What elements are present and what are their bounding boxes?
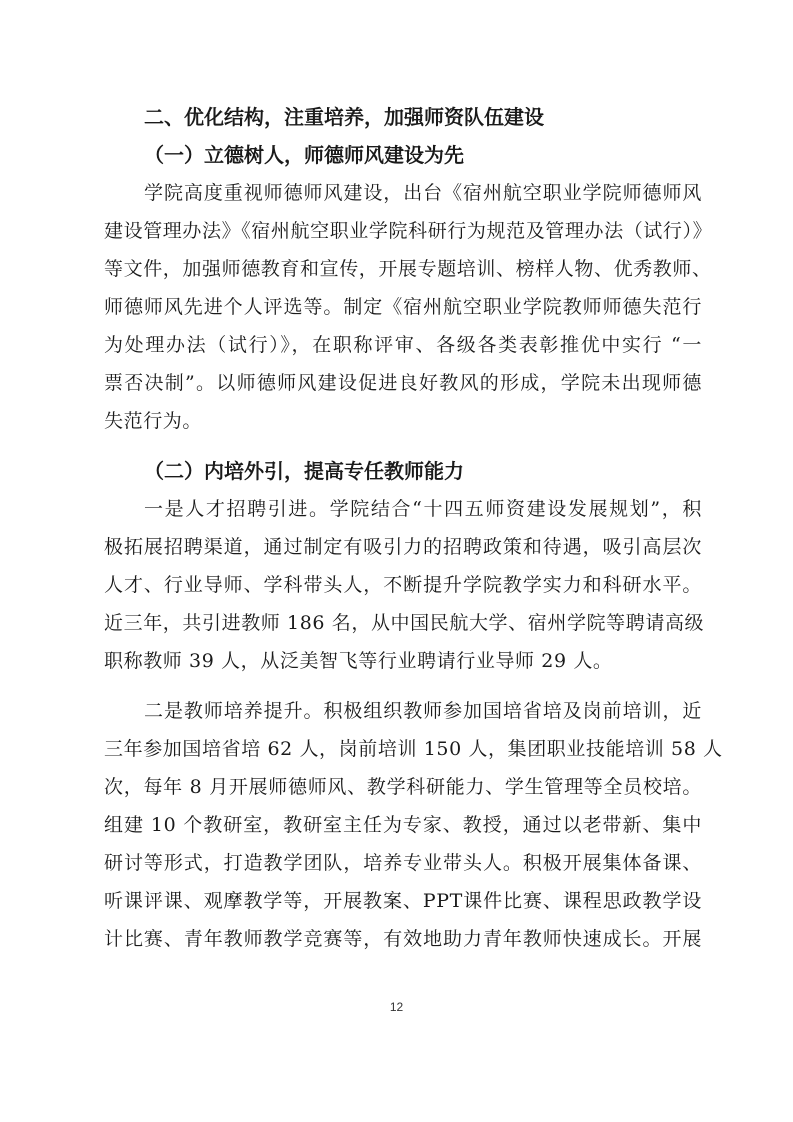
paragraph-line: 为处理办法（试行）》，在职称评审、各级各类表彰推优中实行 “一 <box>104 334 702 356</box>
paragraph-line: 近三年，共引进教师 186 名，从中国民航大学、宿州学院等聘请高级 <box>104 612 705 634</box>
document-body <box>104 98 723 958</box>
subsection-heading-1: （一）立德树人，师德师风建设为先 <box>144 143 464 167</box>
paragraph-line: 建设管理办法》《宿州航空职业学院科研行为规范及管理办法（试行）》 <box>104 220 713 242</box>
paragraph-talent-recruitment <box>104 490 705 680</box>
paragraph-line: 票否决制”。以师德师风建设促进良好教风的形成，学院未出现师德 <box>104 372 702 394</box>
paragraph-line: 听课评课、观摩教学等，开展教案、PPT课件比赛、课程思政教学设 <box>104 890 702 912</box>
paragraph-line: 次，每年 8 月开展师德师风、教学科研能力、学生管理等全员校培。 <box>104 776 702 798</box>
paragraph-line: 极拓展招聘渠道，通过制定有吸引力的招聘政策和待遇，吸引高层次 <box>104 536 702 558</box>
paragraph-line: 人才、行业导师、学科带头人，不断提升学院教学实力和科研水平。 <box>104 574 702 596</box>
paragraph-line: 师德师风先进个人评选等。制定《宿州航空职业学院教师师德失范行 <box>104 296 702 318</box>
paragraph-teacher-training <box>104 692 723 958</box>
paragraph-line: 组建 10 个教研室，教研室主任为专家、教授，通过以老带新、集中 <box>104 814 702 836</box>
paragraph-teacher-ethics <box>104 174 713 440</box>
page-number: 12 <box>389 1000 404 1014</box>
paragraph-line: 研讨等形式，打造教学团队，培养专业带头人。积极开展集体备课、 <box>104 852 702 874</box>
paragraph-line: 学院高度重视师德师风建设，出台《宿州航空职业学院师德师风 <box>144 182 702 204</box>
paragraph-line: 三年参加国培省培 62 人，岗前培训 150 人，集团职业技能培训 58 人 <box>104 738 723 760</box>
paragraph-line: 失范行为。 <box>104 410 203 432</box>
subsection-heading-2: （二）内培外引，提高专任教师能力 <box>144 459 464 483</box>
paragraph-line: 职称教师 39 人，从泛美智飞等行业聘请行业导师 29 人。 <box>104 650 613 672</box>
section-heading: 二、优化结构，注重培养，加强师资队伍建设 <box>144 105 544 129</box>
paragraph-line: 一是人才招聘引进。学院结合“十四五师资建设发展规划”，积 <box>144 498 702 520</box>
paragraph-line: 计比赛、青年教师教学竞赛等，有效地助力青年教师快速成长。开展 <box>104 928 702 950</box>
paragraph-line: 二是教师培养提升。积极组织教师参加国培省培及岗前培训，近 <box>144 700 702 722</box>
paragraph-line: 等文件，加强师德教育和宣传，开展专题培训、榜样人物、优秀教师、 <box>104 258 712 280</box>
